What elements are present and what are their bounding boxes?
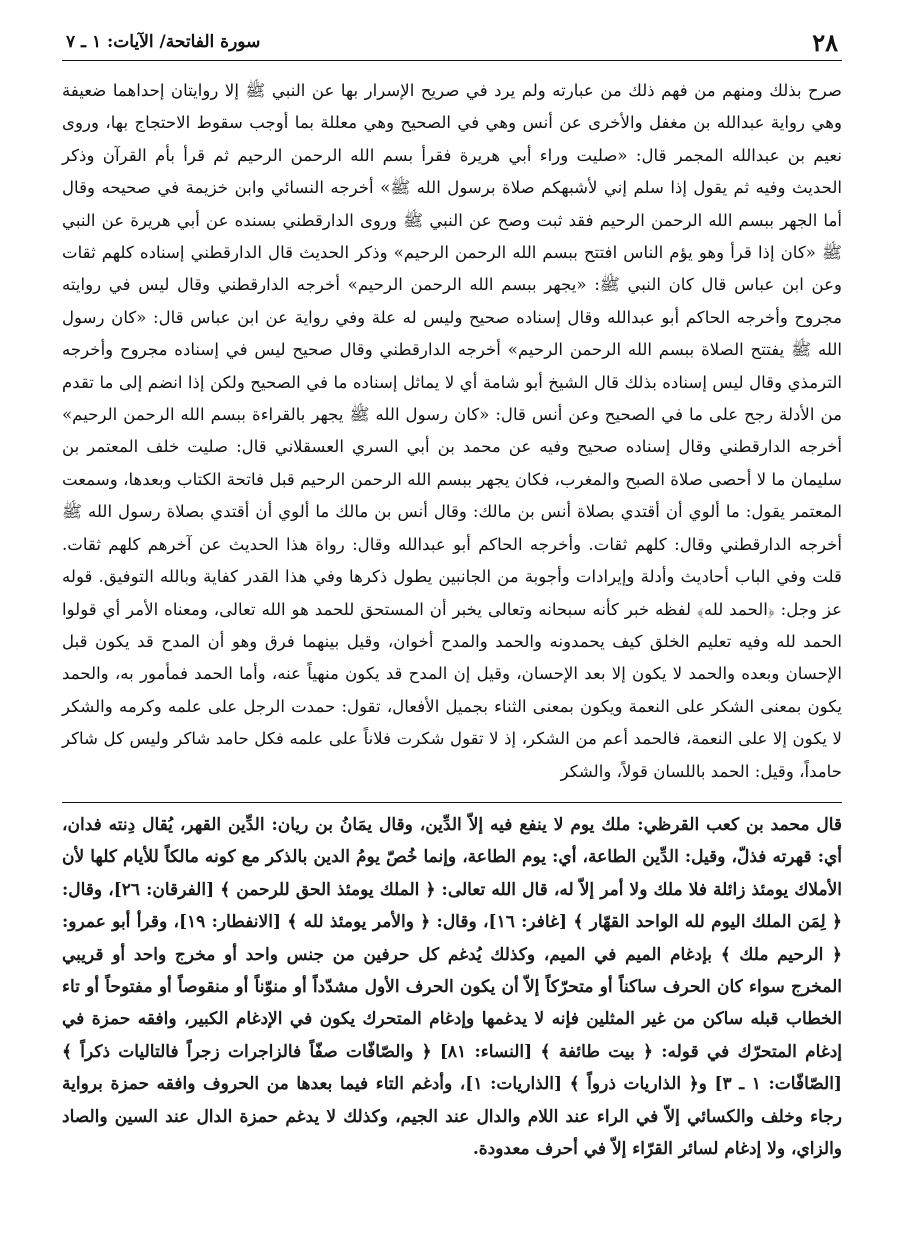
running-header — [62, 28, 842, 61]
page-number: ٢٨ — [812, 28, 838, 57]
main-paragraph: صرح بذلك ومنهم من فهم ذلك من عبارته ولم يرد في صريح الإسرار بها عن النبي ﷺ إلا روايتان إحداهما ضعيفة وهي رواية عبدالله بن مغفل والأخرى عن أنس وهي في الصحيح وهي معللة بما أوجب سقوط الاحتجاج بها، وروى نعيم بن عبدالله المجمر قال: «صليت وراء أبي هريرة فقرأ بسم الله الرحمن الرحيم ثم قرأ بأم القرآن وذكر الحديث وفيه ثم يقول إذا سلم إني لأشبهكم صلاة برسول الله ﷺ» أخرجه النسائي وابن خزيمة في صحيحه وقال أما الجهر ببسم الله الرحمن الرحيم فقد ثبت وصح عن النبي ﷺ وروى الدارقطني بسنده عن أبي هريرة عن النبي ﷺ «كان إذا قرأ وهو يؤم الناس افتتح ببسم الله الرحمن الرحيم» وذكر الحديث قال الدارقطني إسناده كلهم ثقات وعن ابن عباس قال كان النبي ﷺ: «يجهر ببسم الله الرحمن الرحيم» أخرجه الدارقطني وقال ليس في روايته مجروح وأخرجه الحاكم أبو عبدالله وقال إسناده صحيح وليس له علة وفي رواية عن ابن عباس قال: «كان رسول الله ﷺ يفتتح الصلاة ببسم الله الرحمن الرحيم» أخرجه الدارقطني وقال صحيح ليس في إسناده مجروح وأخرجه الترمذي وقال ليس إسناده بذلك قال الشيخ أبو شامة أي لا يماثل إسناده ما في الصحيح ولكن إذا انضم إلى ما تقدم من الأدلة رجح على ما في الصحيح وعن أنس قال: «كان رسول الله ﷺ يجهر بالقراءة ببسم الله الرحمن الرحيم» أخرجه الدارقطني وقال إسناده صحيح وفيه عن محمد بن أبي السري العسقلاني قال: صليت خلف المعتمر بن سليمان ما لا أحصى صلاة الصبح والمغرب، فكان يجهر ببسم الله الرحمن الرحيم قبل فاتحة الكتاب وبعدها، وسمعت المعتمر يقول: ما ألوي أن أقتدي بصلاة أنس بن مالك: وقال أنس بن مالك ما ألوي أن أقتدي بصلاة رسول الله ﷺ أخرجه الدارقطني وقال: كلهم ثقات. وأخرجه الحاكم أبو عبدالله وقال: رواة هذا الحديث عن آخرهم كلهم ثقات. قلت وفي الباب أحاديث وأدلة وإيرادات وأجوبة من الجانبين يطول ذكرها وفي هذا القدر كفاية وبالله التوفيق. قوله عز وجل: ﴿الحمد لله﴾ لفظه خبر كأنه سبحانه وتعالى يخبر أن المستحق للحمد هو الله تعالى، ومعناه الأمر أي قولوا الحمد لله وفيه تعليم الخلق كيف يحمدونه والحمد والمدح أخوان، وقيل بينهما فرق وهو أن المدح قد يكون قبل الإحسان وبعده والحمد لا يكون إلا بعد الإحسان، وقيل إن المدح قد يكون منهياً عنه، وأما الحمد فمأمور به، والحمد يكون بمعنى الشكر على النعمة ويكون بمعنى الثناء بجميل الأفعال، تقول: حمدت الرجل على علمه وكرمه والشكر لا يكون إلا على النعمة، فالحمد أعم من الشكر، إذ لا تقول شكرت فلاناً على علمه فكل حامد شاكر وليس كل شاكر حامداً، وقيل: الحمد باللسان قولاً، والشكر — [62, 81, 842, 781]
footnote-block — [62, 809, 842, 1165]
book-page — [62, 28, 842, 1216]
footnote-separator — [62, 802, 842, 803]
surah-title: سورة الفاتحة/ الآيات: ١ ـ ٧ — [66, 32, 261, 52]
footnote-paragraph: قال محمد بن كعب القرظي: ملك يوم لا ينفع فيه إلاّ الدِّين، وقال يمَانُ بن ريان: الدِّين القهر، يُقال دِنته فدان، أي: قهرته فذلّ، وقيل: الدِّين الطاعة، أي: يوم الطاعة، وإنما خُصّ يومُ الدين بالذكر مع كونه مالكاً للأيام كلها لأن الأملاك يومئذ زائلة فلا ملك ولا أمر إلاّ له، قال الله تعالى: ﴿ الملك يومئذ الحق للرحمن ﴾ [الفرقان: ٢٦]، وقال: ﴿ لِمَن الملك اليوم لله الواحد القهّار ﴾ [غافر: ١٦]، وقال: ﴿ والأمر يومئذ لله ﴾ [الانفطار: ١٩]، وقرأ أبو عمرو: ﴿ الرحيم ملك ﴾ بإدغام الميم في الميم، وكذلك يُدغم كل حرفين من جنس واحد أو مخرج واحد أو قريبي المخرج سواء كان الحرف ساكناً أو متحرّكاً إلاّ أن يكون الحرف الأول مشدّداً أو منوّناً أو منقوصاً أو مفتوحاً أو تاء الخطاب قبله ساكن من غير المثلين فإنه لا يدغمها وإدغام المتحرك يكون في الإدغام الكبير، وافقه حمزة في إدغام المتحرّك في قوله: ﴿ بيت طائفة ﴾ [النساء: ٨١] ﴿ والصّافّات صفّاً فالزاجرات زجراً فالتاليات ذكراً ﴾ [الصّافّات: ١ ـ ٣] و﴿ الذاريات ذرواً ﴾ [الذاريات: ١]، وأدغم التاء فيما بعدها من الحروف وافقه حمزة برواية رجاء وخلف والكسائي إلاّ في الراء عند اللام والدال عند الجيم، وكذلك لا يدغم حمزة الدال عند السين والصاد والزاي، ولا إدغام لسائر القرّاء إلاّ في أحرف معدودة. — [62, 814, 842, 1159]
main-commentary-text — [62, 75, 842, 788]
